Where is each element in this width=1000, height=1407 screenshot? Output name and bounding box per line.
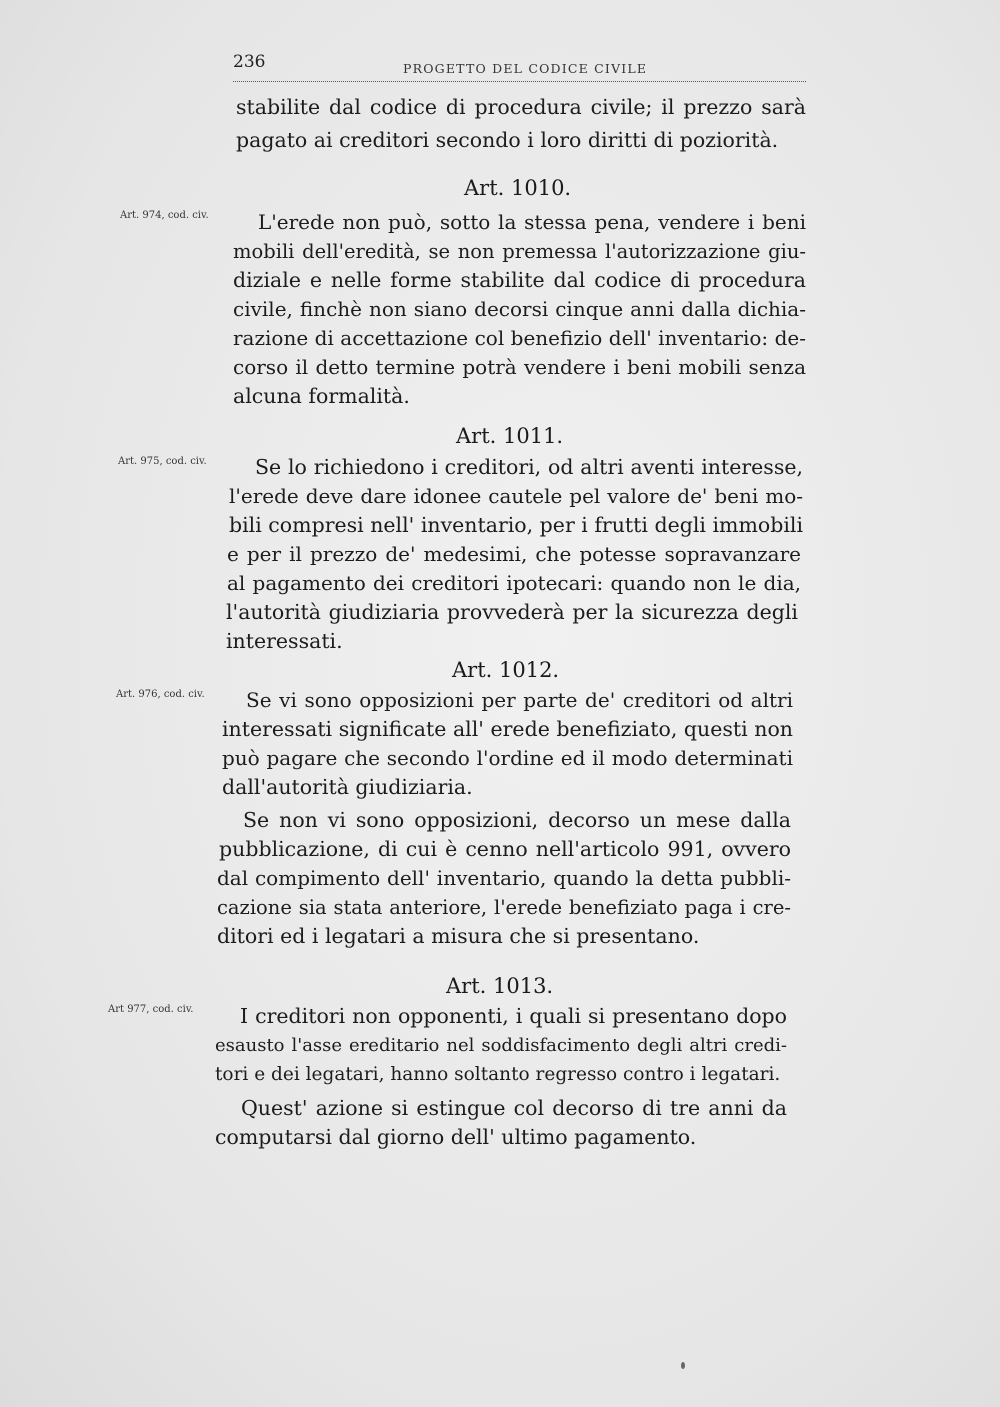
body-line: pagato ai creditori secondo i loro diritti di poziorità.: [236, 128, 779, 152]
header-rule: [233, 81, 806, 82]
body-line: l'autorità giudiziaria provvederà per la sicurezza degli: [226, 600, 798, 624]
margin-note: Art. 974, cod. civ.: [120, 210, 209, 221]
body-line: ditori ed i legatari a misura che si presentano.: [217, 924, 700, 948]
body-line: Quest' azione si estingue col decorso di tre anni da: [241, 1096, 787, 1120]
body-line: razione di accettazione col benefizio dell' inventario: de-: [233, 326, 806, 350]
body-line: corso il detto termine potrà vendere i beni mobili senza: [233, 355, 806, 379]
body-line: Se lo richiedono i creditori, od altri aventi interesse,: [255, 455, 803, 479]
margin-note: Art. 976, cod. civ.: [116, 689, 205, 700]
margin-note: Art 977, cod. civ.: [108, 1004, 194, 1015]
body-line: stabilite dal codice di procedura civile; il prezzo sarà: [236, 95, 806, 119]
body-line: dal compimento dell' inventario, quando la detta pubbli-: [217, 866, 791, 890]
body-line: dall'autorità giudiziaria.: [222, 775, 473, 799]
article-heading: Art. 1011.: [456, 424, 564, 448]
body-line: bili compresi nell' inventario, per i frutti degli immobili: [229, 513, 804, 537]
article-heading: Art. 1010.: [464, 176, 572, 200]
body-line: diziale e nelle forme stabilite dal codice di procedura: [233, 268, 806, 292]
paper-speck: [681, 1362, 685, 1369]
body-line: al pagamento dei creditori ipotecari: quando non le dia,: [227, 571, 801, 595]
body-line: interessati.: [226, 629, 343, 653]
body-line: L'erede non può, sotto la stessa pena, vendere i beni: [258, 210, 806, 234]
body-line: civile, finchè non siano decorsi cinque anni dalla dichia-: [233, 297, 806, 321]
page-number: 236: [233, 52, 266, 72]
body-line: e per il prezzo de' medesimi, che potesse sopravanzare: [227, 542, 801, 566]
body-line: I creditori non opponenti, i quali si presentano dopo: [240, 1004, 787, 1028]
body-line: esausto l'asse ereditario nel soddisfacimento degli altri credi-: [215, 1035, 787, 1056]
page-header: [233, 52, 806, 82]
body-line: Se non vi sono opposizioni, decorso un mese dalla: [243, 808, 791, 832]
body-line: l'erede deve dare idonee cautele pel valore de' beni mo-: [229, 484, 803, 508]
body-line: alcuna formalità.: [233, 384, 410, 408]
body-line: Se vi sono opposizioni per parte de' creditori od altri: [246, 688, 793, 712]
body-line: computarsi dal giorno dell' ultimo pagamento.: [215, 1125, 697, 1149]
margin-note: Art. 975, cod. civ.: [118, 456, 207, 467]
body-line: cazione sia stata anteriore, l'erede benefiziato paga i cre-: [217, 896, 791, 919]
body-line: mobili dell'eredità, se non premessa l'autorizzazione giu-: [233, 240, 806, 263]
body-line: tori e dei legatari, hanno soltanto regresso contro i legatari.: [215, 1064, 781, 1085]
body-line: interessati significate all' erede benefiziato, questi non: [222, 717, 793, 741]
running-title: PROGETTO DEL CODICE CIVILE: [403, 61, 648, 76]
article-heading: Art. 1013.: [446, 974, 554, 998]
body-line: può pagare che secondo l'ordine ed il modo determinati: [222, 746, 793, 770]
article-heading: Art. 1012.: [452, 658, 560, 682]
body-line: pubblicazione, di cui è cenno nell'articolo 991, ovvero: [219, 837, 791, 861]
